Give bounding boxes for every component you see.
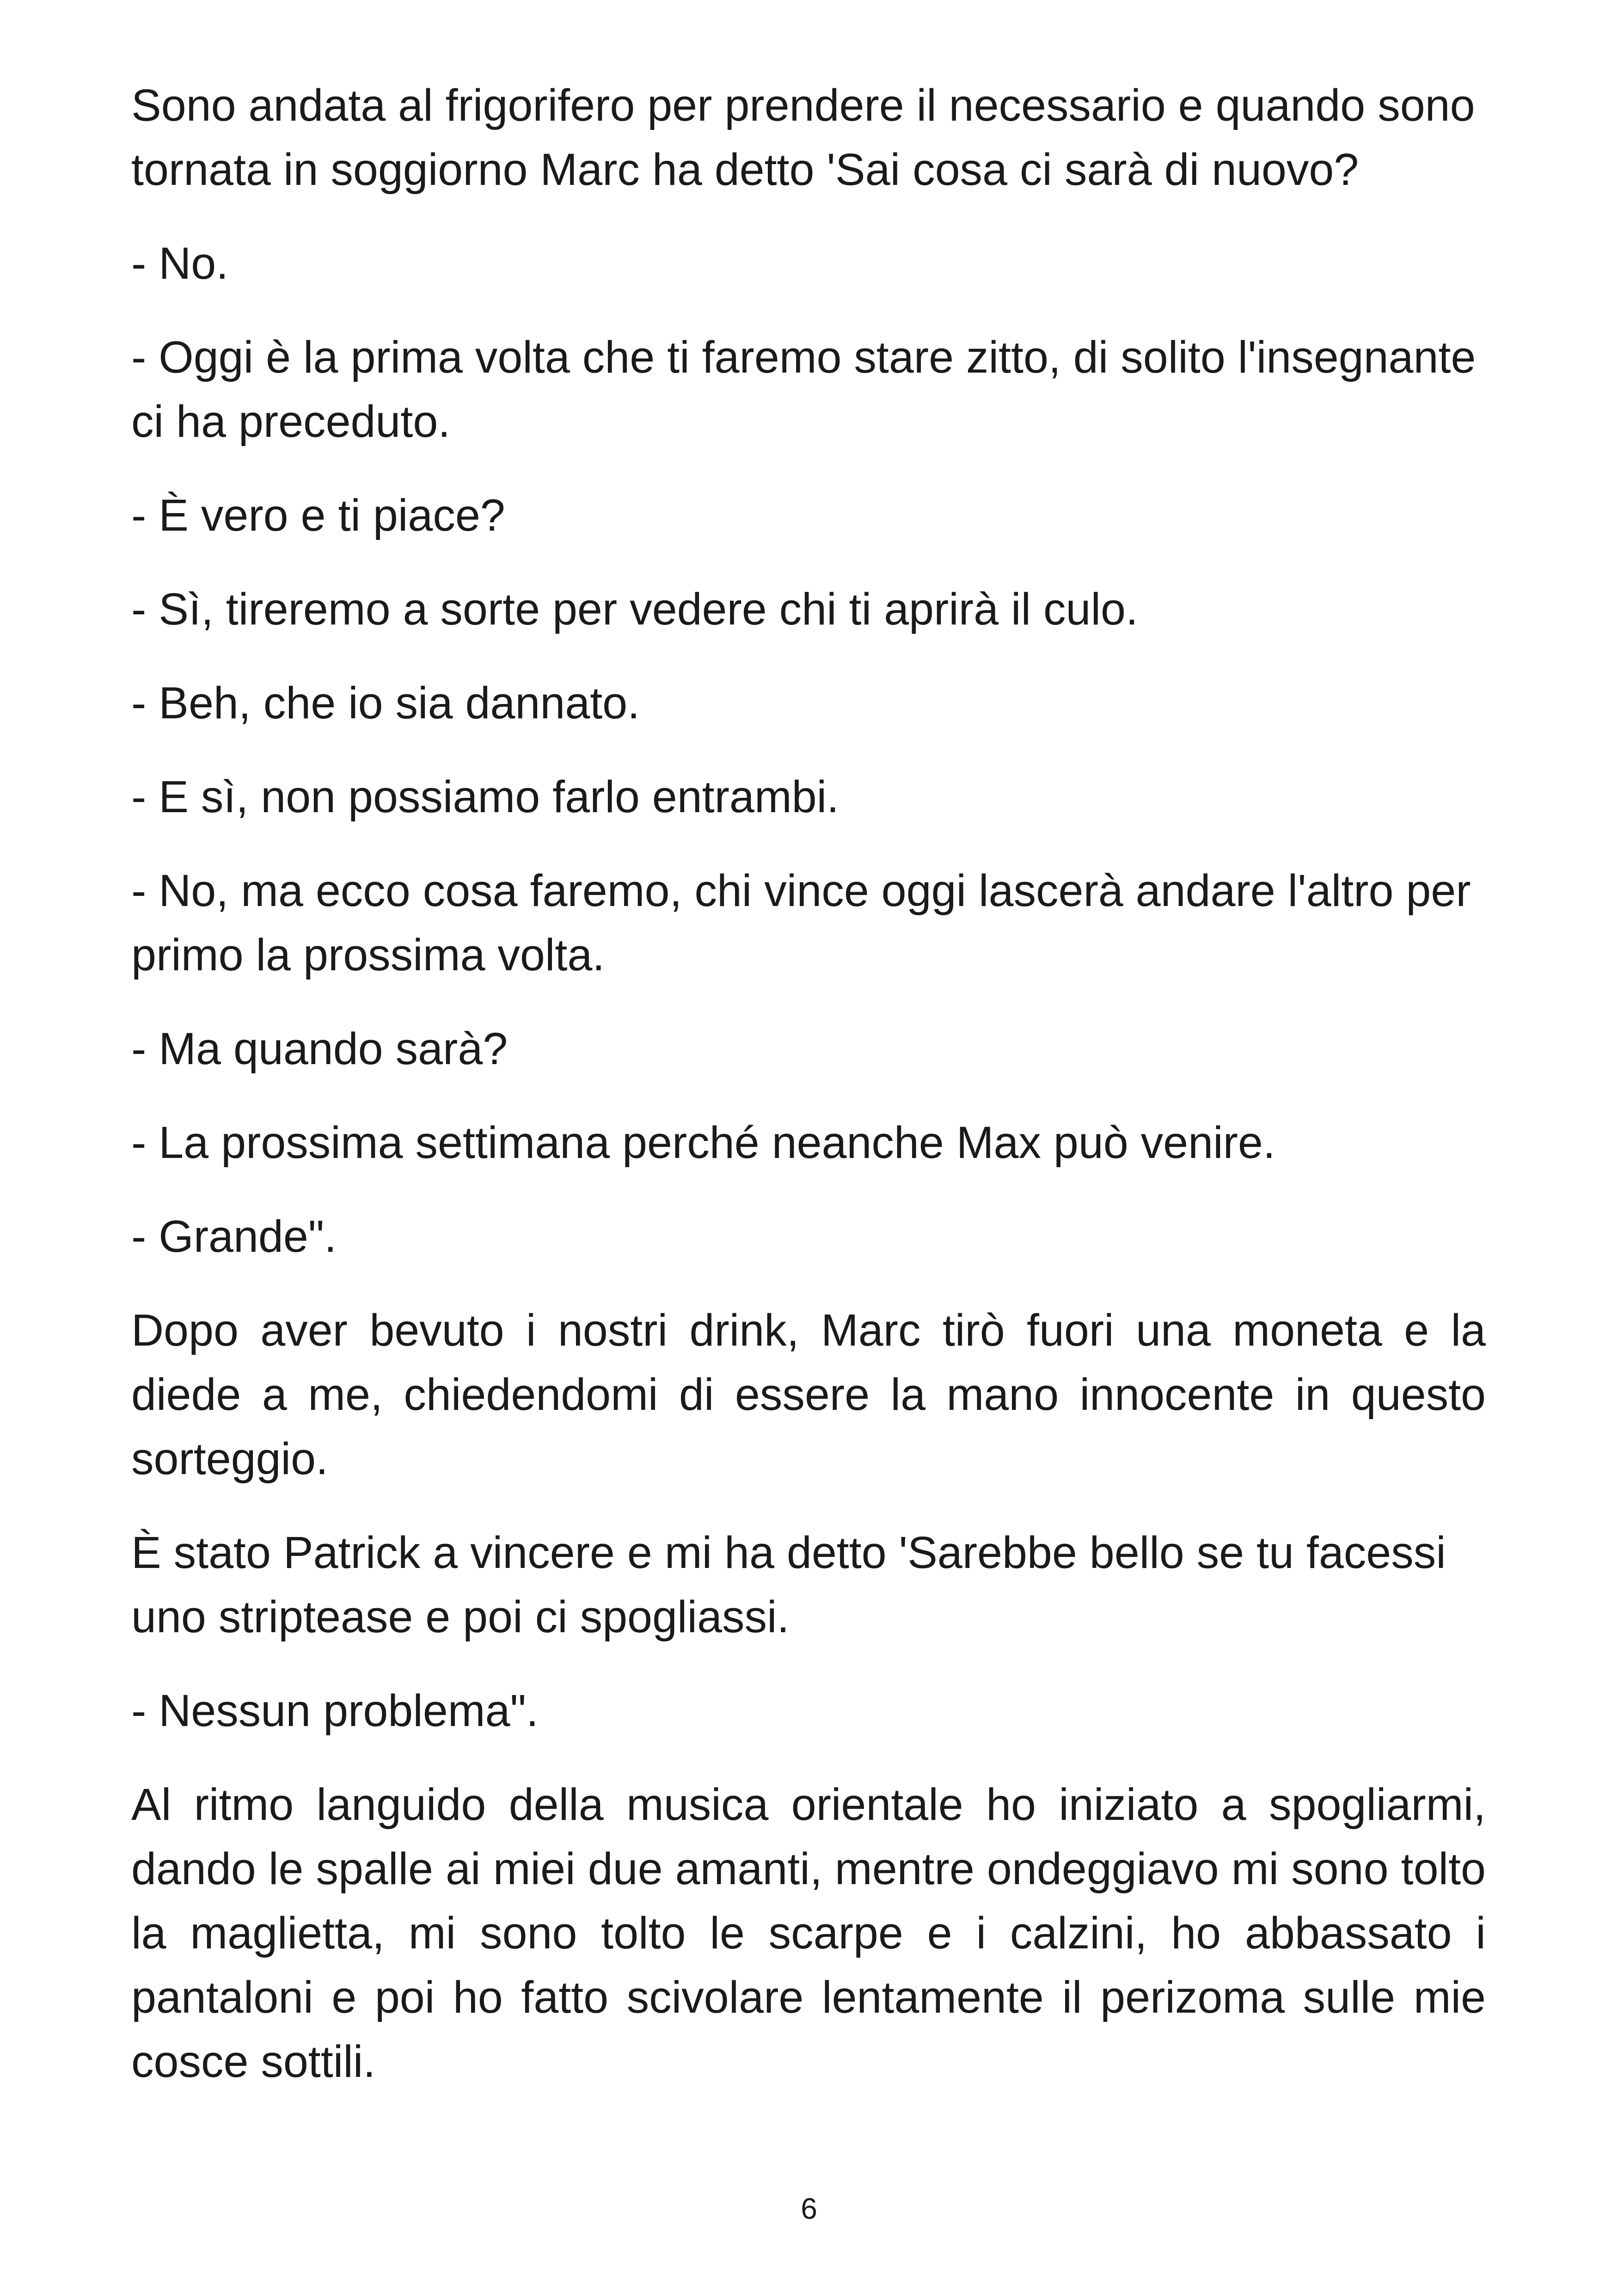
- body-text: [131, 73, 1486, 2123]
- paragraph: Sono andata al frigorifero per prendere il necessario e quando sono tornata in soggiorno Marc ha detto 'Sai cosa ci sarà di nuovo?: [131, 80, 1475, 195]
- dialogue-line: - Ma quando sarà?: [131, 1023, 508, 1074]
- dialogue-line: - Nessun problema".: [131, 1685, 539, 1736]
- dialogue-line: - No, ma ecco cosa faremo, chi vince oggi lascerà andare l'altro per primo la prossima volta.: [131, 865, 1471, 980]
- page-number: 6: [801, 2192, 817, 2225]
- dialogue-line: - La prossima settimana perché neanche Max può venire.: [131, 1117, 1275, 1168]
- dialogue-line: - E sì, non possiamo farlo entrambi.: [131, 771, 840, 822]
- paragraph: È stato Patrick a vincere e mi ha detto 'Sarebbe bello se tu facessi uno striptease e poi ci spogliassi.: [131, 1527, 1446, 1642]
- dialogue-line: - No.: [131, 238, 229, 288]
- dialogue-line: - Oggi è la prima volta che ti faremo stare zitto, di solito l'insegnante ci ha preceduto.: [131, 332, 1476, 447]
- dialogue-line: - Beh, che io sia dannato.: [131, 678, 640, 728]
- dialogue-line: - Grande".: [131, 1211, 337, 1261]
- dialogue-line: - È vero e ti piace?: [131, 490, 505, 540]
- dialogue-line: - Sì, tireremo a sorte per vedere chi ti aprirà il culo.: [131, 584, 1138, 634]
- paragraph: Dopo aver bevuto i nostri drink, Marc tirò fuori una moneta e la diede a me, chiedendomi di essere la mano innocente in questo sorteggio.: [131, 1305, 1486, 1484]
- paragraph: Al ritmo languido della musica orientale ho iniziato a spogliarmi, dando le spalle ai miei due amanti, mentre ondeggiavo mi sono tolto la maglietta, mi sono tolto le scarpe e i calzini, ho abbassato i pantaloni e poi ho fatto scivolare lentamente il perizoma sulle mie cosce sottili.: [131, 1779, 1486, 2087]
